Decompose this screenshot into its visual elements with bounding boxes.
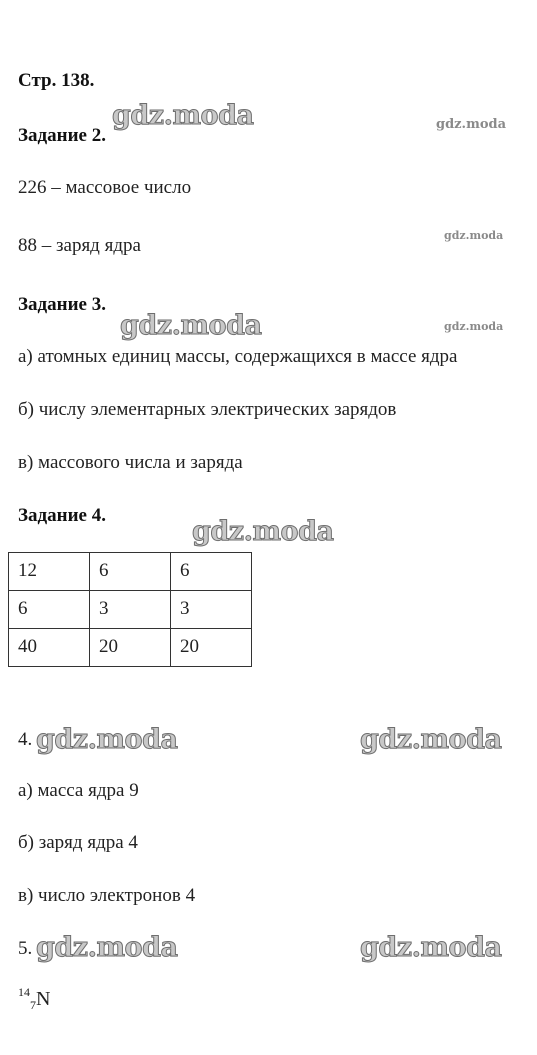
table-cell: 6 (171, 553, 252, 591)
task3-line-c: в) массового числа и заряда (18, 452, 243, 473)
watermark-logo: gdz.moda (444, 320, 504, 333)
task3-line-a: а) атомных единиц массы, содержащихся в массе ядра (18, 346, 458, 367)
table-cell: 20 (171, 629, 252, 667)
page-heading: Стр. 138. (18, 70, 95, 91)
table-row (9, 553, 252, 591)
isotope-symbol: N (36, 988, 51, 1010)
table-cell: 6 (90, 553, 171, 591)
task3-line-b: б) числу элементарных электрических зарядов (18, 399, 397, 420)
table-row (9, 591, 252, 629)
item4-line-a: а) масса ядра 9 (18, 780, 139, 801)
task2-title: Задание 2. (18, 125, 106, 146)
item5-number: 5. (18, 938, 33, 959)
item4-number: 4. (18, 729, 33, 750)
watermark-logo: gdz.moda (192, 516, 334, 547)
watermark-logo: gdz.moda (360, 932, 502, 963)
table-cell: 12 (9, 553, 90, 591)
isotope-notation (18, 986, 50, 1011)
watermark-logo: gdz.moda (36, 932, 178, 963)
answer-table (8, 552, 252, 667)
watermark-logo: gdz.moda (112, 100, 254, 131)
table-cell: 20 (90, 629, 171, 667)
table-cell: 6 (9, 591, 90, 629)
watermark-logo: gdz.moda (444, 229, 504, 242)
watermark-logo: gdz.moda (120, 310, 262, 341)
item4-line-b: б) заряд ядра 4 (18, 832, 138, 853)
table-cell: 40 (9, 629, 90, 667)
task3-title: Задание 3. (18, 294, 106, 315)
table-cell: 3 (90, 591, 171, 629)
table-cell: 3 (171, 591, 252, 629)
watermark-logo: gdz.moda (36, 724, 178, 755)
task2-line-2: 88 – заряд ядра (18, 235, 141, 256)
isotope-mass-number: 14 (18, 985, 30, 999)
isotope-atomic-number: 7 (30, 998, 36, 1012)
watermark-logo: gdz.moda (436, 117, 507, 132)
watermark-logo: gdz.moda (360, 724, 502, 755)
table-row (9, 629, 252, 667)
task4-title: Задание 4. (18, 505, 106, 526)
task2-line-1: 226 – массовое число (18, 177, 192, 198)
item4-line-c: в) число электронов 4 (18, 885, 196, 906)
